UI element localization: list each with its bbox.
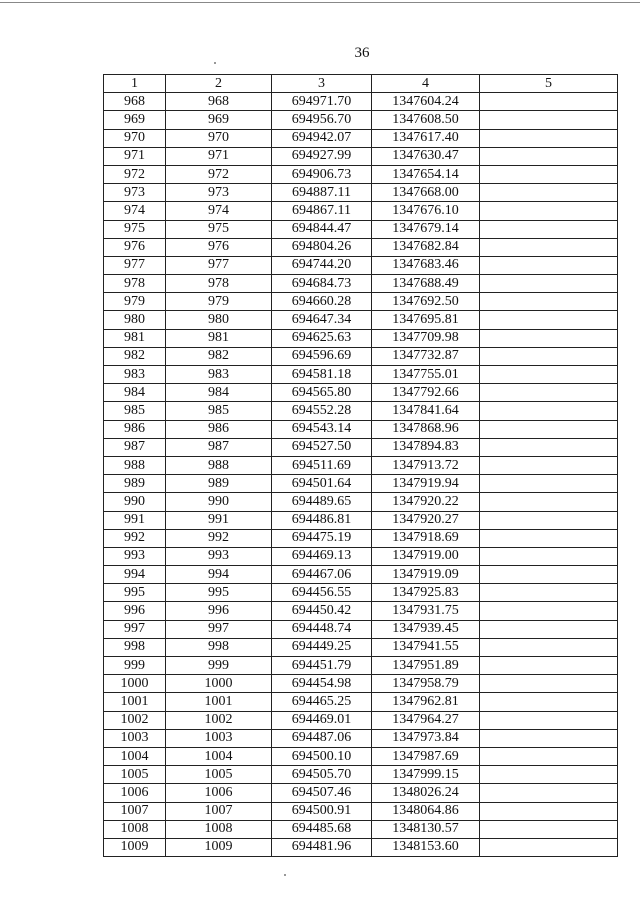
table-cell: 989 [104,475,166,493]
table-header [104,75,618,93]
table-cell: 970 [104,129,166,147]
table-cell: 694451.79 [272,657,372,675]
table-row [104,729,618,747]
table-cell: 996 [166,602,272,620]
column-header: 5 [480,75,618,93]
table-cell: 1347919.09 [372,566,480,584]
table-cell: 694927.99 [272,147,372,165]
table-cell [480,165,618,183]
table-cell: 694481.96 [272,838,372,856]
table-cell [480,438,618,456]
table-cell: 1005 [166,766,272,784]
table-cell: 1347709.98 [372,329,480,347]
column-header: 1 [104,75,166,93]
table-cell: 694511.69 [272,456,372,474]
table-row [104,493,618,511]
table-cell [480,820,618,838]
table-row [104,693,618,711]
column-header: 2 [166,75,272,93]
table-row [104,747,618,765]
table-cell: 1008 [166,820,272,838]
table-cell: 972 [166,165,272,183]
table-cell: 1347654.14 [372,165,480,183]
table-cell: 973 [104,184,166,202]
table-cell: 997 [166,620,272,638]
table-cell: 995 [104,584,166,602]
table-cell: 1003 [166,729,272,747]
table-cell: 694507.46 [272,784,372,802]
table-cell: 1347931.75 [372,602,480,620]
table-cell: 1347894.83 [372,438,480,456]
table-row [104,620,618,638]
table-cell: 1006 [166,784,272,802]
table-cell: 1348026.24 [372,784,480,802]
table-cell [480,329,618,347]
table-cell: 694543.14 [272,420,372,438]
table-cell [480,184,618,202]
table-cell: 1347987.69 [372,747,480,765]
table-cell: 694501.64 [272,475,372,493]
table-cell: 989 [166,475,272,493]
table-cell: 694552.28 [272,402,372,420]
table-cell: 694467.06 [272,566,372,584]
table-cell: 1007 [104,802,166,820]
table-row [104,766,618,784]
table-cell: 694804.26 [272,238,372,256]
table-cell: 988 [104,456,166,474]
table-cell [480,420,618,438]
table-cell: 1347964.27 [372,711,480,729]
table-cell: 1347695.81 [372,311,480,329]
table-row [104,93,618,111]
table-row [104,256,618,274]
table-cell: 1347925.83 [372,584,480,602]
table-cell: 969 [166,111,272,129]
table-cell: 694867.11 [272,202,372,220]
table-cell: 694684.73 [272,275,372,293]
table-cell: 1347958.79 [372,675,480,693]
table-row [104,329,618,347]
table-cell: 994 [166,566,272,584]
table-cell: 998 [104,638,166,656]
table-cell: 968 [166,93,272,111]
table-cell: 1347941.55 [372,638,480,656]
table-cell: 694489.65 [272,493,372,511]
table-cell: 1347755.01 [372,366,480,384]
table-cell: 986 [166,420,272,438]
table-cell: 694487.06 [272,729,372,747]
table-cell [480,602,618,620]
table-cell: 976 [166,238,272,256]
page-number: 36 [354,45,370,61]
table-row [104,147,618,165]
table-cell: 978 [104,275,166,293]
table-cell [480,129,618,147]
table-row [104,238,618,256]
table-cell: 990 [166,493,272,511]
table-cell: 988 [166,456,272,474]
table-cell [480,547,618,565]
table-cell [480,657,618,675]
table-cell: 1347919.00 [372,547,480,565]
table-cell: 975 [166,220,272,238]
table-cell: 694454.98 [272,675,372,693]
table-cell: 971 [166,147,272,165]
table-cell: 694505.70 [272,766,372,784]
table-cell: 991 [104,511,166,529]
table-cell: 694844.47 [272,220,372,238]
table-row [104,275,618,293]
table-cell: 968 [104,93,166,111]
table-cell: 1004 [104,747,166,765]
table-cell: 986 [104,420,166,438]
header-row [104,75,618,93]
table-cell: 976 [104,238,166,256]
table-cell: 1347999.15 [372,766,480,784]
table-cell: 981 [166,329,272,347]
table-cell: 994 [104,566,166,584]
table-cell: 985 [166,402,272,420]
table-cell: 1347692.50 [372,293,480,311]
table-cell [480,566,618,584]
table-cell [480,711,618,729]
table-cell: 987 [104,438,166,456]
table-cell: 694500.10 [272,747,372,765]
table-cell: 984 [166,384,272,402]
column-header: 3 [272,75,372,93]
table-cell [480,529,618,547]
table-cell: 977 [104,256,166,274]
table-cell: 979 [104,293,166,311]
table-cell: 1347630.47 [372,147,480,165]
table-cell: 975 [104,220,166,238]
table-cell: 1347617.40 [372,129,480,147]
table-cell: 1347920.27 [372,511,480,529]
table-cell: 694500.91 [272,802,372,820]
table-cell [480,729,618,747]
table-cell: 694469.13 [272,547,372,565]
table-cell [480,311,618,329]
table-cell: 1002 [104,711,166,729]
table-cell: 1005 [104,766,166,784]
table-cell: 1004 [166,747,272,765]
table-cell [480,402,618,420]
table-cell [480,347,618,365]
table-cell: 978 [166,275,272,293]
table-cell: 694485.68 [272,820,372,838]
table-cell: 694660.28 [272,293,372,311]
table-cell: 1347732.87 [372,347,480,365]
table-cell: 983 [104,366,166,384]
table-cell: 998 [166,638,272,656]
table-cell [480,256,618,274]
table-cell: 694465.25 [272,693,372,711]
table-cell: 1001 [104,693,166,711]
table-row [104,129,618,147]
table-cell: 999 [166,657,272,675]
table-row [104,802,618,820]
table-cell: 694456.55 [272,584,372,602]
table-row [104,293,618,311]
table-row [104,165,618,183]
table-cell: 694448.74 [272,620,372,638]
table-cell: 694625.63 [272,329,372,347]
table-cell: 999 [104,657,166,675]
table-row [104,711,618,729]
table-cell: 972 [104,165,166,183]
table-cell: 992 [104,529,166,547]
table-cell: 981 [104,329,166,347]
table-row [104,475,618,493]
table-cell: 1348153.60 [372,838,480,856]
table-cell: 993 [104,547,166,565]
table-row [104,347,618,365]
table-cell [480,638,618,656]
table-cell [480,802,618,820]
table-cell: 1008 [104,820,166,838]
table-row [104,529,618,547]
table-cell: 993 [166,547,272,565]
table-cell [480,584,618,602]
table-cell: 1347962.81 [372,693,480,711]
table-cell [480,111,618,129]
table-cell: 1000 [166,675,272,693]
table-cell [480,675,618,693]
table-cell: 990 [104,493,166,511]
table-cell: 694450.42 [272,602,372,620]
table-cell [480,693,618,711]
table-cell [480,93,618,111]
table-cell [480,766,618,784]
table-row [104,420,618,438]
table-row [104,602,618,620]
table-cell: 694475.19 [272,529,372,547]
table-row [104,456,618,474]
scan-speck [284,874,286,876]
table-cell: 1347679.14 [372,220,480,238]
table-cell: 997 [104,620,166,638]
table-body [104,93,618,857]
table-cell [480,202,618,220]
table-cell: 985 [104,402,166,420]
table-cell: 1347920.22 [372,493,480,511]
table-row [104,220,618,238]
table-cell: 982 [166,347,272,365]
table-cell [480,784,618,802]
table-cell: 1003 [104,729,166,747]
table-cell: 1006 [104,784,166,802]
table-cell: 969 [104,111,166,129]
table-cell: 980 [104,311,166,329]
table-row [104,184,618,202]
table-cell [480,838,618,856]
table-cell: 1001 [166,693,272,711]
table-cell: 694486.81 [272,511,372,529]
table-cell: 970 [166,129,272,147]
table-row [104,438,618,456]
table-cell: 1009 [104,838,166,856]
table-cell: 694971.70 [272,93,372,111]
column-header: 4 [372,75,480,93]
table-row [104,657,618,675]
table-cell: 974 [166,202,272,220]
table-cell: 1002 [166,711,272,729]
table-cell: 973 [166,184,272,202]
table-cell: 1347919.94 [372,475,480,493]
table-cell: 1347939.45 [372,620,480,638]
table-cell: 694449.25 [272,638,372,656]
table-cell: 1347608.50 [372,111,480,129]
table-cell: 982 [104,347,166,365]
table-cell [480,620,618,638]
table-cell: 977 [166,256,272,274]
table-cell: 1007 [166,802,272,820]
table-cell: 980 [166,311,272,329]
table-cell: 971 [104,147,166,165]
table-cell: 991 [166,511,272,529]
table-row [104,111,618,129]
table-cell: 1000 [104,675,166,693]
table-cell: 1347841.64 [372,402,480,420]
table-cell [480,238,618,256]
table-cell: 1347668.00 [372,184,480,202]
table-row [104,838,618,856]
top-border-line [0,2,640,3]
table-row [104,384,618,402]
table-cell: 694469.01 [272,711,372,729]
table-cell: 979 [166,293,272,311]
table-cell: 992 [166,529,272,547]
table-row [104,820,618,838]
table-cell: 1347951.89 [372,657,480,675]
table-cell: 694647.34 [272,311,372,329]
table-cell: 1347688.49 [372,275,480,293]
table-cell: 1348130.57 [372,820,480,838]
table-row [104,566,618,584]
table-row [104,311,618,329]
table-cell: 987 [166,438,272,456]
table-cell: 1348064.86 [372,802,480,820]
table-cell [480,220,618,238]
table-row [104,784,618,802]
table-cell: 694527.50 [272,438,372,456]
table-cell: 983 [166,366,272,384]
table-cell: 1347676.10 [372,202,480,220]
table-row [104,366,618,384]
table-cell: 694581.18 [272,366,372,384]
table-cell: 995 [166,584,272,602]
table-cell [480,293,618,311]
table-row [104,402,618,420]
table-cell: 1347868.96 [372,420,480,438]
table-cell [480,747,618,765]
table-cell: 996 [104,602,166,620]
table-cell: 694565.80 [272,384,372,402]
table-cell: 694744.20 [272,256,372,274]
table-row [104,675,618,693]
table-cell: 694942.07 [272,129,372,147]
table-cell [480,147,618,165]
table-cell [480,384,618,402]
table-cell [480,456,618,474]
table-cell: 1347918.69 [372,529,480,547]
table-cell [480,366,618,384]
table-row [104,584,618,602]
table-cell: 694596.69 [272,347,372,365]
table-cell: 1347973.84 [372,729,480,747]
table-cell: 1347792.66 [372,384,480,402]
table-cell: 984 [104,384,166,402]
table-cell: 694906.73 [272,165,372,183]
table-cell [480,475,618,493]
coordinates-table [103,74,618,857]
table-cell: 1347604.24 [372,93,480,111]
table-row [104,511,618,529]
table-cell: 1347913.72 [372,456,480,474]
table-cell: 1347683.46 [372,256,480,274]
table-row [104,202,618,220]
table-cell: 694956.70 [272,111,372,129]
table-cell [480,493,618,511]
table-cell: 974 [104,202,166,220]
table-cell [480,275,618,293]
table-cell: 1009 [166,838,272,856]
table-row [104,547,618,565]
scan-speck [214,62,216,64]
table-cell: 694887.11 [272,184,372,202]
table-cell [480,511,618,529]
table-row [104,638,618,656]
table-cell: 1347682.84 [372,238,480,256]
